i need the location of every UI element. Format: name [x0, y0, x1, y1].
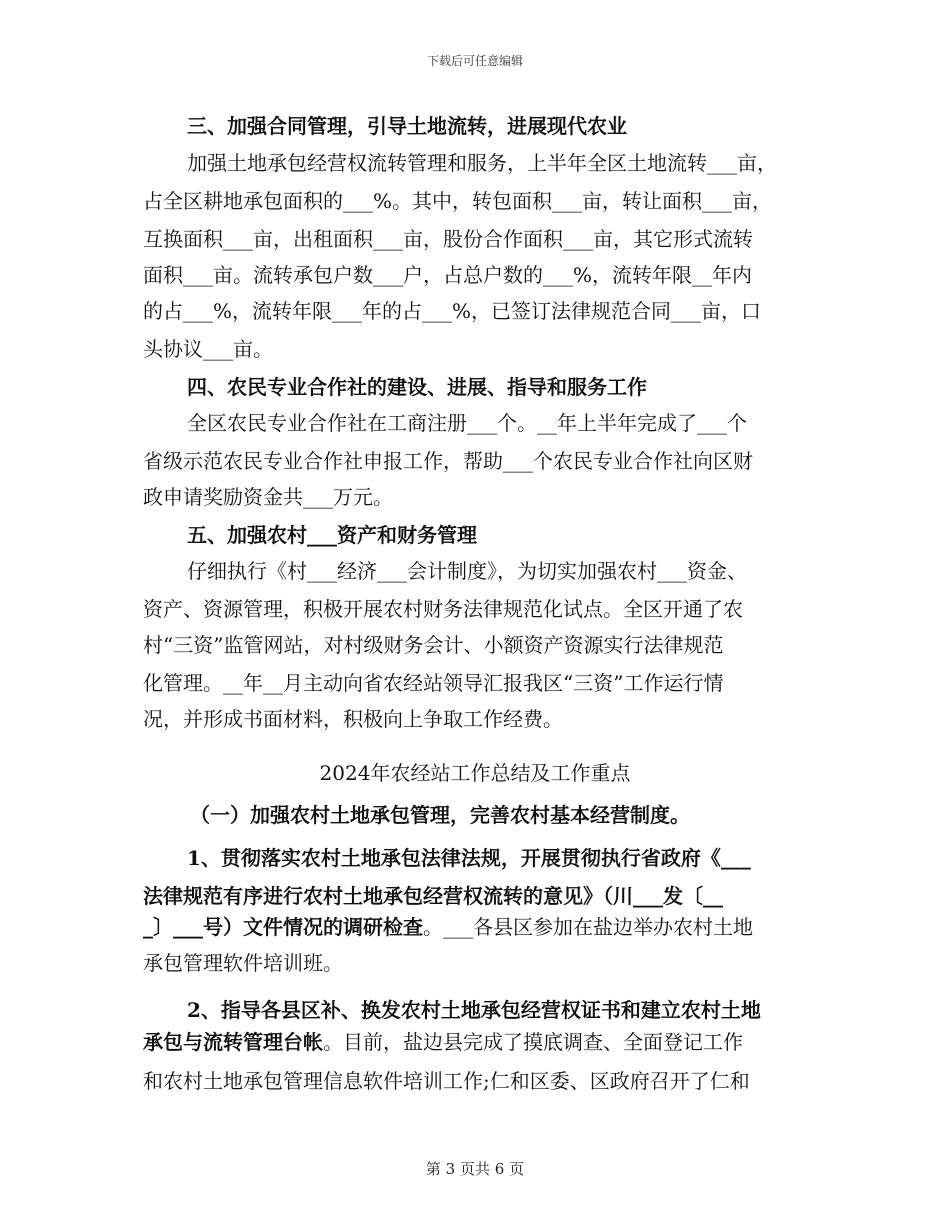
- part-one-heading: （一）加强农村土地承包管理，完善农村基本经营制度。: [190, 803, 690, 827]
- item-two-line: 2、指导各县区补、换发农村土地承包经营权证书和建立农村土地: [187, 998, 761, 1022]
- page-header: 下载后可任意编辑: [426, 54, 523, 68]
- paragraph-line: 政申请奖励资金共___万元。: [143, 485, 393, 509]
- section-four-heading: 四、农民专业合作社的建设、进展、指导和服务工作: [187, 375, 647, 399]
- item-one-line: 法律规范有序进行农村土地承包经营权流转的意见》（川___发〔__: [143, 884, 723, 908]
- paragraph-line: 头协议___亩。: [143, 337, 273, 361]
- section-five-heading: 五、加强农村___资产和财务管理: [187, 523, 477, 547]
- item-two-line-regular: 。目前，盐边县完成了摸底调查、全面登记工作: [323, 1030, 743, 1054]
- paragraph-line: 面积___亩。流转承包户数___户，占总户数的___%，流转年限__年内: [143, 263, 753, 287]
- item-one-line: 1、贯彻落实农村土地承包法律法规，开展贯彻执行省政府《___: [187, 846, 751, 870]
- paragraph-line: 资产、资源管理，积极开展农村财务法律规范化试点。全区开通了农: [143, 597, 743, 621]
- paragraph-line: 互换面积___亩，出租面积___亩，股份合作面积___亩，其它形式流转: [143, 227, 753, 251]
- item-two-line: [143, 1027, 743, 1057]
- page-footer: 第 3 页共 6 页: [425, 1160, 525, 1178]
- paragraph-line: 加强土地承包经营权流转管理和服务，上半年全区土地流转___亩，: [187, 151, 777, 175]
- paragraph-line: 仔细执行《村___经济___会计制度》，为切实加强农村___资金、: [187, 559, 747, 583]
- item-one-line-bold: _〕___号）文件情况的调研检查: [143, 915, 423, 939]
- document-title: 2024年农经站工作总结及工作重点: [319, 761, 631, 785]
- paragraph-line: 化管理。__年__月主动向省农经站领导汇报我区“三资”工作运行情: [143, 671, 724, 695]
- paragraph-line: 省级示范农民专业合作社申报工作，帮助___个农民专业合作社向区财: [143, 449, 753, 473]
- paragraph-line: 全区农民专业合作社在工商注册___个。__年上半年完成了___个: [187, 411, 747, 435]
- item-one-line: 承包管理软件培训班。: [143, 951, 343, 975]
- paragraph-line: 的占___%，流转年限___年的占___%，已签订法律规范合同___亩，口: [143, 299, 762, 323]
- paragraph-line: 况，并形成书面材料，积极向上争取工作经费。: [143, 707, 563, 731]
- section-three-heading: 三、加强合同管理，引导土地流转，进展现代农业: [187, 114, 627, 138]
- item-one-line: [143, 912, 753, 942]
- item-one-line-regular: 。___各县区参加在盐边举办农村土地: [423, 915, 753, 939]
- paragraph-line: 占全区耕地承包面积的___%。其中，转包面积___亩，转让面积___亩，: [143, 189, 773, 213]
- paragraph-line: 村“三资”监管网站，对村级财务会计、小额资产资源实行法律规范: [143, 633, 724, 657]
- item-two-line: 和农村土地承包管理信息软件培训工作;仁和区委、区政府召开了仁和: [143, 1069, 750, 1093]
- item-two-line-bold: 承包与流转管理台帐: [143, 1030, 323, 1054]
